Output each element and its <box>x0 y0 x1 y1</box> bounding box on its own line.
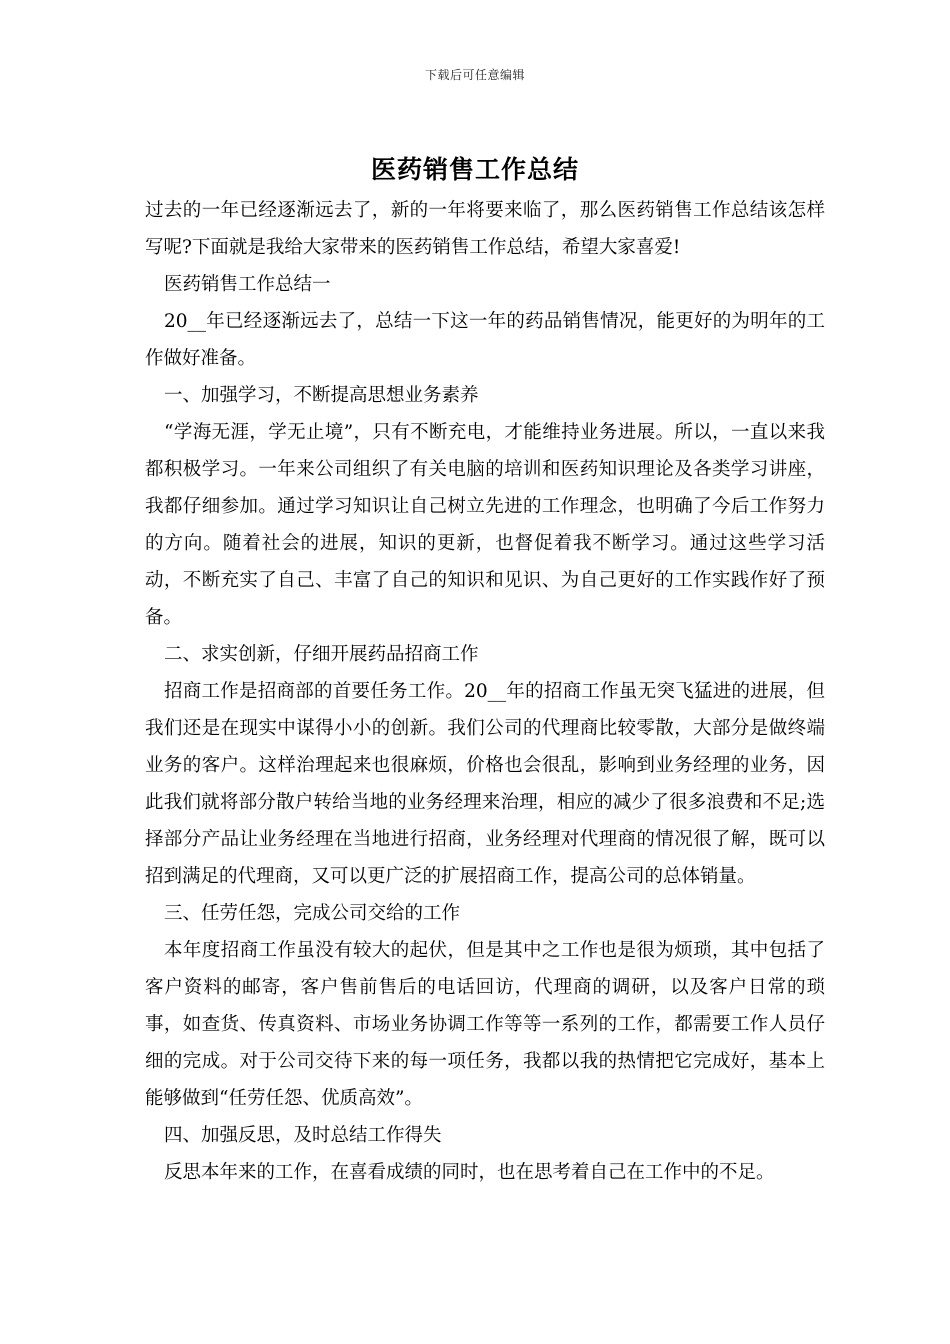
section-heading-3: 三、任劳任怨，完成公司交给的工作 <box>164 903 461 924</box>
body-paragraph: 反思本年来的工作，在喜看成绩的同时，也在思考着自己在工作中的不足。 <box>164 1162 775 1183</box>
body-paragraph: 20__年已经逐渐远去了，总结一下这一年的药品销售情况，能更好的为明年的工作做好准备。 <box>145 311 825 369</box>
body-paragraph: 招商工作是招商部的首要任务工作。20__年的招商工作虽无突飞猛进的进展，但我们还是在现实中谋得小小的创新。我们公司的代理商比较零散，大部分是做终端业务的客户。这样治理起来也很麻烦，价格也会很乱，影响到业务经理的业务，因此我们就将部分散户转给当地的业务经理来治理，相应的减少了很多浪费和不足;选择部分产品让业务经理在当地进行招商，业务经理对代理商的情况很了解，既可以招到满足的代理商，又可以更广泛的扩展招商工作，提高公司的总体销量。 <box>145 681 825 887</box>
header-note: 下载后可任意编辑 <box>424 68 525 82</box>
body-paragraph: 本年度招商工作虽没有较大的起伏，但是其中之工作也是很为烦琐，其中包括了客户资料的邮寄，客户售前售后的电话回访，代理商的调研，以及客户日常的琐事，如查货、传真资料、市场业务协调工作等等一系列的工作，都需要工作人员仔细的完成。对于公司交待下来的每一项任务，我都以我的热情把它完成好，基本上能够做到“任劳任怨、优质高效”。 <box>145 940 825 1109</box>
section-heading-1: 一、加强学习，不断提高思想业务素养 <box>164 385 479 406</box>
section-heading-2: 二、求实创新，仔细开展药品招商工作 <box>164 644 479 665</box>
body-paragraph: “学海无涯，学无止境”，只有不断充电，才能维持业务进展。所以，一直以来我都积极学习。一年来公司组织了有关电脑的培训和医药知识理论及各类学习讲座，我都仔细参加。通过学习知识让自己树立先进的工作理念，也明确了今后工作努力的方向。随着社会的进展，知识的更新，也督促着我不断学习。通过这些学习活动，不断充实了自己、丰富了自己的知识和见识、为自己更好的工作实践作好了预备。 <box>145 422 825 628</box>
section-heading-4: 四、加强反思，及时总结工作得失 <box>164 1125 442 1146</box>
document-title: 医药销售工作总结 <box>370 155 579 184</box>
document-body <box>145 192 825 1191</box>
intro-paragraph: 过去的一年已经逐渐远去了，新的一年将要来临了，那么医药销售工作总结该怎样写呢?下面就是我给大家带来的医药销售工作总结，希望大家喜爱! <box>145 200 825 258</box>
section-heading-summary-one: 医药销售工作总结一 <box>164 274 331 295</box>
